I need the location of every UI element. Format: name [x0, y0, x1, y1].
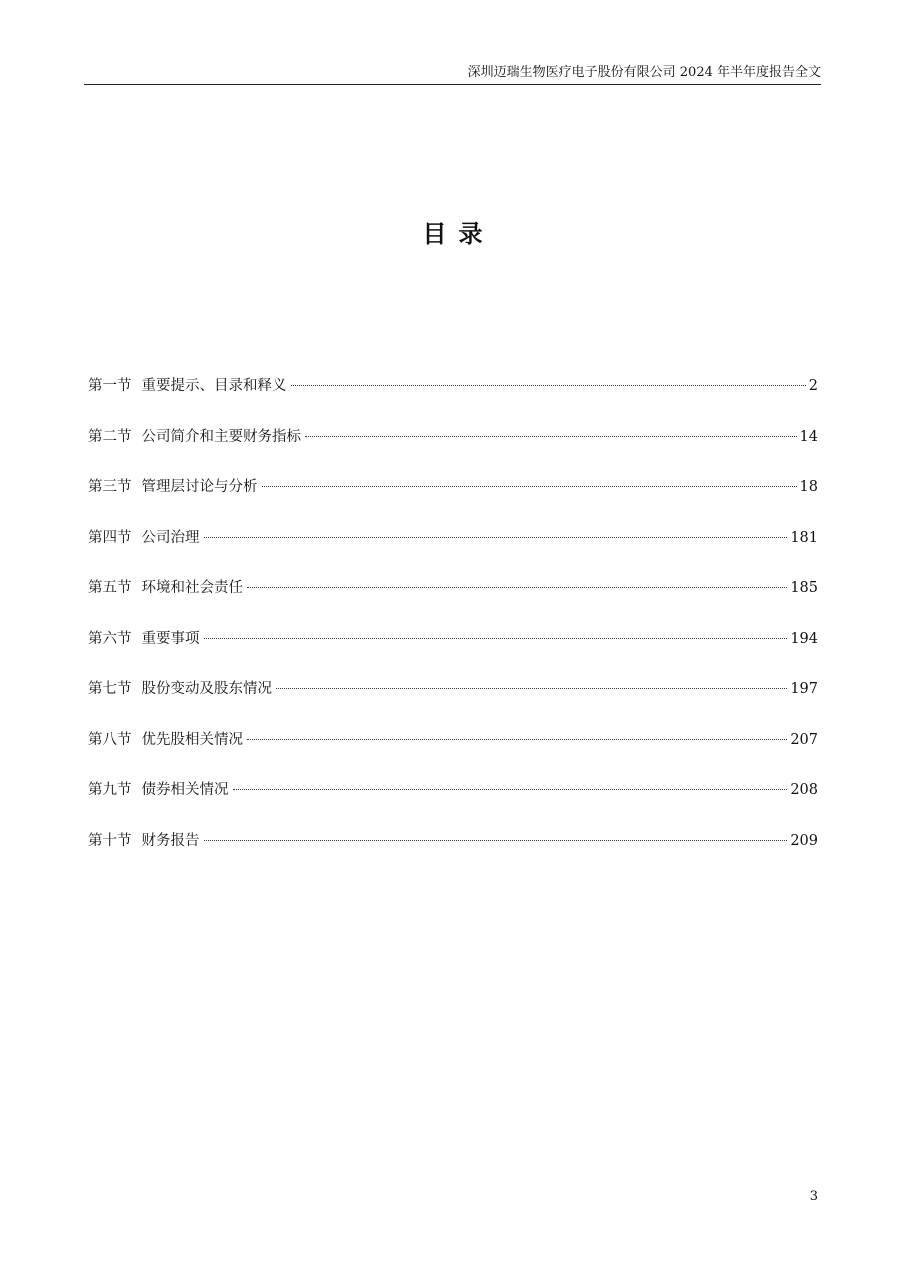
table-of-contents: [88, 374, 818, 879]
toc-section-number: 第六节: [88, 630, 132, 647]
toc-section-title: 管理层讨论与分析: [141, 479, 258, 495]
toc-section-number: 第五节: [88, 580, 132, 596]
toc-section-title: 股份变动及股东情况: [141, 681, 272, 697]
toc-section-number: 第十节: [88, 832, 132, 849]
toc-page-ref: 209: [790, 832, 818, 849]
toc-title: 目录: [422, 220, 495, 248]
toc-entry[interactable]: [88, 778, 818, 829]
toc-page-ref: 14: [799, 428, 818, 445]
dot-leader: [247, 587, 787, 588]
toc-page-ref: 185: [790, 580, 818, 596]
toc-entry[interactable]: [88, 576, 818, 627]
toc-page-ref: 208: [790, 782, 818, 798]
dot-leader: [276, 688, 787, 689]
dot-leader: [247, 739, 787, 740]
toc-page-ref: 181: [790, 529, 818, 546]
dot-leader: [204, 638, 788, 639]
toc-section-title: 债券相关情况: [141, 782, 229, 798]
toc-section-number: 第八节: [88, 731, 132, 748]
dot-leader: [204, 840, 788, 841]
dot-leader: [233, 789, 788, 790]
dot-leader: [305, 436, 797, 437]
toc-page-ref: 18: [799, 479, 818, 495]
toc-page-ref: 194: [790, 630, 818, 647]
toc-entry[interactable]: [88, 728, 818, 779]
toc-section-number: 第二节: [88, 428, 132, 445]
page-number: 3: [809, 1189, 818, 1204]
toc-section-number: 第七节: [88, 681, 132, 697]
toc-entry[interactable]: [88, 374, 818, 425]
toc-section-number: 第四节: [88, 529, 132, 546]
toc-section-number: 第九节: [88, 782, 132, 798]
toc-entry[interactable]: [88, 526, 818, 577]
dot-leader: [262, 486, 797, 487]
toc-section-title: 优先股相关情况: [141, 731, 243, 748]
toc-page-ref: 207: [790, 731, 818, 748]
running-header: 深圳迈瑞生物医疗电子股份有限公司 2024 年半年度报告全文: [84, 64, 821, 85]
toc-entry[interactable]: [88, 829, 818, 880]
toc-section-title: 公司治理: [141, 529, 200, 546]
toc-section-title: 重要事项: [141, 630, 200, 647]
toc-section-title: 重要提示、目录和释义: [141, 378, 287, 394]
toc-section-title: 公司简介和主要财务指标: [141, 428, 301, 445]
toc-page-ref: 2: [808, 378, 818, 394]
dot-leader: [291, 385, 806, 386]
toc-entry[interactable]: [88, 425, 818, 476]
toc-section-number: 第三节: [88, 479, 132, 495]
toc-section-number: 第一节: [88, 378, 132, 394]
toc-section-title: 财务报告: [141, 832, 200, 849]
dot-leader: [204, 537, 788, 538]
toc-entry[interactable]: [88, 677, 818, 728]
toc-entry[interactable]: [88, 475, 818, 526]
toc-page-ref: 197: [790, 681, 818, 697]
toc-section-title: 环境和社会责任: [141, 580, 243, 596]
toc-entry[interactable]: [88, 627, 818, 678]
